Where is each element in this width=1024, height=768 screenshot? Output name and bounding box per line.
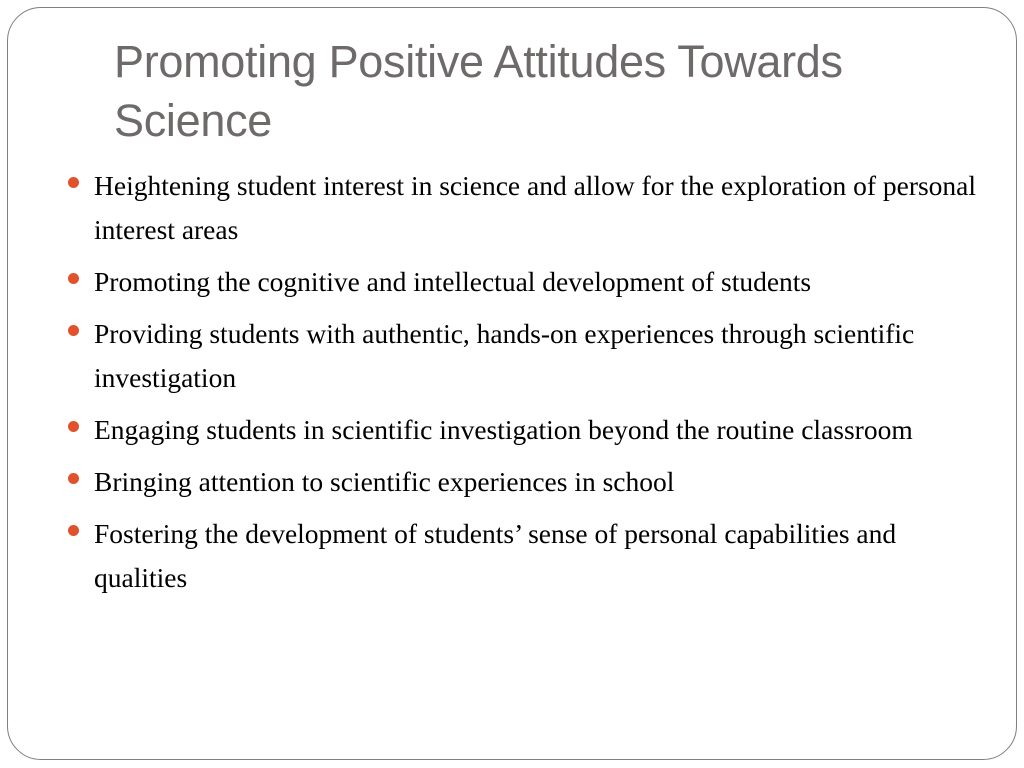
bullet-list bbox=[66, 164, 986, 608]
bullet-text: Bringing attention to scientific experiences in school bbox=[94, 466, 675, 497]
bullet-item bbox=[66, 312, 986, 400]
bullet-text: Engaging students in scientific investigation beyond the routine classroom bbox=[94, 414, 913, 445]
bullet-item bbox=[66, 408, 986, 452]
bullet-item bbox=[66, 460, 986, 504]
bullet-dot-icon bbox=[68, 473, 79, 484]
bullet-text: Providing students with authentic, hands-on experiences through scientific investigation bbox=[94, 318, 915, 393]
bullet-dot-icon bbox=[68, 177, 79, 188]
bullet-item bbox=[66, 260, 986, 304]
bullet-dot-icon bbox=[68, 273, 79, 284]
bullet-dot-icon bbox=[68, 421, 79, 432]
bullet-dot-icon bbox=[68, 525, 79, 536]
slide-title: Promoting Positive Attitudes Towards Science bbox=[114, 36, 843, 146]
bullet-text: Promoting the cognitive and intellectual development of students bbox=[94, 266, 812, 297]
bullet-item bbox=[66, 512, 986, 600]
slide-frame bbox=[7, 7, 1017, 760]
bullet-text: Heightening student interest in science and allow for the exploration of personal interest areas bbox=[94, 170, 977, 245]
bullet-dot-icon bbox=[68, 325, 79, 336]
bullet-item bbox=[66, 164, 986, 252]
bullet-text: Fostering the development of students’ sense of personal capabilities and qualities bbox=[94, 518, 897, 593]
